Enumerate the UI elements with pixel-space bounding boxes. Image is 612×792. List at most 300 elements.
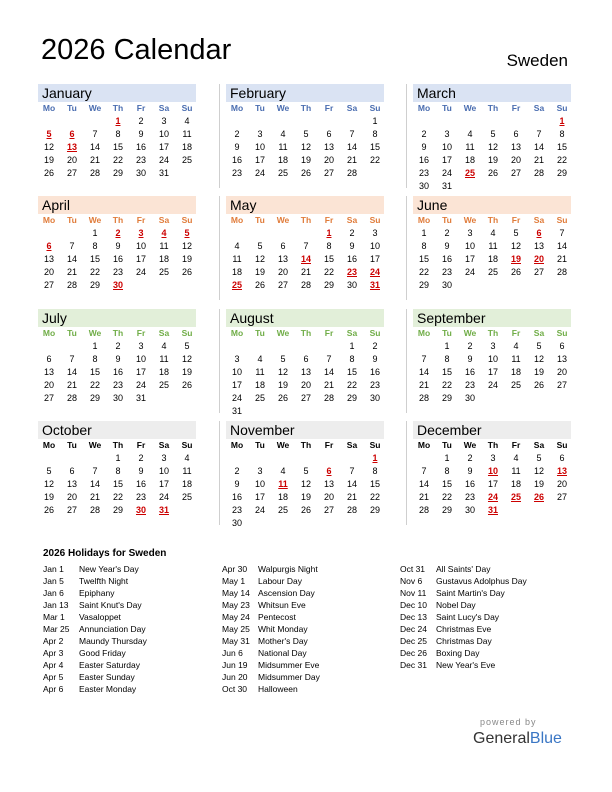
calendar-day: 15 xyxy=(441,479,452,489)
weekday-label: We xyxy=(88,440,102,450)
weekday-label: Tu xyxy=(442,103,452,113)
calendar-day: 23 xyxy=(441,267,452,277)
calendar-day: 16 xyxy=(369,367,380,377)
calendar-day: 13 xyxy=(323,479,334,489)
month-header xyxy=(226,84,384,102)
calendar-day: 8 xyxy=(92,241,98,251)
calendar-day: 11 xyxy=(159,241,169,251)
calendar-day: 20 xyxy=(323,155,334,165)
holiday-name: Maundy Thursday xyxy=(79,636,147,646)
week-row xyxy=(226,253,384,266)
calendar-day: 13 xyxy=(533,241,544,251)
calendar-day: 30 xyxy=(346,280,357,290)
calendar-day: 17 xyxy=(464,254,475,264)
calendar-day: 31 xyxy=(231,406,242,416)
calendar-day: 9 xyxy=(138,466,144,476)
calendar-day: 27 xyxy=(277,280,288,290)
calendar-day: 1 xyxy=(372,116,378,126)
holiday-name: Vasaloppet xyxy=(79,612,121,622)
week-row xyxy=(38,353,196,366)
weekday-label: Fr xyxy=(324,440,334,450)
week-row xyxy=(226,266,384,279)
week-row xyxy=(38,491,196,504)
week-row xyxy=(413,154,571,167)
calendar-day: 21 xyxy=(418,492,429,502)
calendar-day: 2 xyxy=(467,341,473,351)
holiday-name: Whitsun Eve xyxy=(258,600,306,610)
calendar-day: 23 xyxy=(231,168,242,178)
holiday-date-label: May 23 xyxy=(222,600,250,610)
calendar-day: 7 xyxy=(303,241,309,251)
calendar-day: 21 xyxy=(89,155,100,165)
weekday-label: Mo xyxy=(42,440,56,450)
weekday-label: Th xyxy=(112,215,124,225)
holiday-name: Christmas Eve xyxy=(436,624,492,634)
holiday-date: 2 xyxy=(115,228,121,238)
calendar-day: 30 xyxy=(135,168,146,178)
weekday-label: Mo xyxy=(230,103,244,113)
week-row xyxy=(38,240,196,253)
calendar-day: 17 xyxy=(158,142,169,152)
week-row xyxy=(226,128,384,141)
column-divider xyxy=(219,309,220,413)
calendar-day: 14 xyxy=(89,479,100,489)
calendar-day: 15 xyxy=(89,367,100,377)
calendar-day: 28 xyxy=(300,280,311,290)
holiday-date-label: Jan 6 xyxy=(43,588,64,598)
holiday-date: 14 xyxy=(300,254,311,264)
calendar-day: 5 xyxy=(536,453,542,463)
holiday-name: Good Friday xyxy=(79,648,126,658)
calendar-day: 6 xyxy=(559,453,565,463)
calendar-day: 30 xyxy=(441,280,452,290)
holiday-date: 31 xyxy=(487,505,498,515)
weekday-label: Th xyxy=(112,328,124,338)
calendar-day: 24 xyxy=(135,267,146,277)
column-divider xyxy=(219,421,220,525)
week-row xyxy=(38,379,196,392)
calendar-day: 7 xyxy=(421,466,427,476)
weekday-label: Su xyxy=(181,103,193,113)
calendar-day: 15 xyxy=(369,142,380,152)
calendar-day: 26 xyxy=(487,168,498,178)
month-name: June xyxy=(417,197,448,213)
calendar-day: 27 xyxy=(323,505,334,515)
calendar-day: 29 xyxy=(418,280,429,290)
month-name: April xyxy=(42,197,71,213)
weekday-label: Fr xyxy=(511,440,521,450)
week-row xyxy=(413,141,571,154)
calendar-day: 4 xyxy=(467,129,473,139)
weekday-label: Th xyxy=(487,103,499,113)
calendar-day: 21 xyxy=(300,267,311,277)
holiday-name: Saint Knut's Day xyxy=(79,600,142,610)
month-march xyxy=(413,84,571,193)
calendar-day: 13 xyxy=(277,254,288,264)
calendar-day: 5 xyxy=(257,241,263,251)
weekday-label: Th xyxy=(487,328,499,338)
holiday-name: Whit Monday xyxy=(258,624,308,634)
week-row xyxy=(38,279,196,292)
weekday-label: Tu xyxy=(255,103,265,113)
week-row xyxy=(38,141,196,154)
calendar-day: 9 xyxy=(234,479,240,489)
holiday-date-label: May 24 xyxy=(222,612,250,622)
calendar-day: 12 xyxy=(254,254,265,264)
weekday-label: Mo xyxy=(42,328,56,338)
calendar-day: 22 xyxy=(369,492,380,502)
calendar-day: 3 xyxy=(490,453,496,463)
week-row xyxy=(226,154,384,167)
weekday-label: Fr xyxy=(324,328,334,338)
weekday-label: Th xyxy=(487,215,499,225)
calendar-day: 5 xyxy=(280,354,286,364)
calendar-day: 29 xyxy=(441,393,452,403)
calendar-day: 19 xyxy=(181,367,192,377)
calendar-day: 22 xyxy=(323,267,334,277)
calendar-day: 9 xyxy=(444,241,450,251)
holiday-date: 6 xyxy=(46,241,52,251)
holiday-name: Mother's Day xyxy=(258,636,308,646)
calendar-day: 27 xyxy=(556,380,567,390)
calendar-day: 19 xyxy=(254,267,265,277)
calendar-day: 29 xyxy=(346,393,357,403)
weekday-header-row xyxy=(226,439,384,452)
week-row xyxy=(38,366,196,379)
weekday-label: Sa xyxy=(533,103,545,113)
calendar-day: 17 xyxy=(441,155,452,165)
calendar-day: 6 xyxy=(326,129,332,139)
calendar-day: 11 xyxy=(182,466,192,476)
holiday-name: Walpurgis Night xyxy=(258,564,318,574)
calendar-day: 11 xyxy=(465,142,475,152)
week-row xyxy=(413,353,571,366)
holiday-date-label: Mar 25 xyxy=(43,624,70,634)
calendar-day: 29 xyxy=(556,168,567,178)
holiday-date-label: Apr 5 xyxy=(43,672,64,682)
calendar-day: 16 xyxy=(112,367,123,377)
week-row xyxy=(226,379,384,392)
calendar-day: 16 xyxy=(418,155,429,165)
calendar-day: 13 xyxy=(300,367,311,377)
week-row xyxy=(413,465,571,478)
month-header xyxy=(38,421,196,439)
calendar-day: 19 xyxy=(181,254,192,264)
calendar-day: 2 xyxy=(115,341,121,351)
holiday-date-label: Jun 19 xyxy=(222,660,248,670)
calendar-day: 16 xyxy=(464,367,475,377)
calendar-day: 7 xyxy=(349,129,355,139)
weekday-label: Su xyxy=(556,103,568,113)
calendar-day: 7 xyxy=(559,228,565,238)
weekday-header-row xyxy=(413,439,571,452)
calendar-day: 22 xyxy=(89,267,100,277)
calendar-day: 9 xyxy=(467,354,473,364)
weekday-label: Mo xyxy=(230,215,244,225)
holiday-name: Boxing Day xyxy=(436,648,480,658)
calendar-day: 18 xyxy=(158,367,169,377)
calendar-day: 20 xyxy=(556,367,567,377)
weekday-header-row xyxy=(38,327,196,340)
week-row xyxy=(413,340,571,353)
weekday-label: We xyxy=(276,440,290,450)
month-name: October xyxy=(42,422,92,438)
weekday-label: Fr xyxy=(136,328,146,338)
holiday-date: 10 xyxy=(487,466,498,476)
calendar-day: 23 xyxy=(369,380,380,390)
weekday-label: Fr xyxy=(136,215,146,225)
weekday-label: Mo xyxy=(417,328,431,338)
week-row xyxy=(413,227,571,240)
calendar-day: 17 xyxy=(369,254,380,264)
calendar-day: 30 xyxy=(418,181,429,191)
calendar-day: 25 xyxy=(487,267,498,277)
calendar-day: 28 xyxy=(418,393,429,403)
week-row xyxy=(38,465,196,478)
calendar-day: 28 xyxy=(89,505,100,515)
calendar-day: 23 xyxy=(464,380,475,390)
calendar-day: 24 xyxy=(441,168,452,178)
month-name: December xyxy=(417,422,482,438)
weekday-label: Su xyxy=(369,440,381,450)
calendar-day: 29 xyxy=(112,168,123,178)
calendar-day: 5 xyxy=(303,466,309,476)
calendar-day: 31 xyxy=(158,168,169,178)
week-row xyxy=(226,405,384,418)
calendar-day: 28 xyxy=(533,168,544,178)
holiday-name: Pentecost xyxy=(258,612,296,622)
calendar-day: 9 xyxy=(115,354,121,364)
holiday-name: Annunciation Day xyxy=(79,624,146,634)
calendar-day: 14 xyxy=(66,367,77,377)
weekday-label: Mo xyxy=(42,215,56,225)
calendar-day: 5 xyxy=(513,228,519,238)
calendar-day: 27 xyxy=(556,492,567,502)
calendar-day: 28 xyxy=(556,267,567,277)
calendar-day: 24 xyxy=(254,168,265,178)
calendar-day: 16 xyxy=(231,155,242,165)
calendar-day: 25 xyxy=(158,380,169,390)
calendar-day: 12 xyxy=(277,367,288,377)
month-august xyxy=(226,309,384,418)
calendar-day: 10 xyxy=(158,129,169,139)
month-name: July xyxy=(42,310,67,326)
calendar-day: 8 xyxy=(326,241,332,251)
week-row xyxy=(226,478,384,491)
calendar-day: 9 xyxy=(234,142,240,152)
calendar-day: 24 xyxy=(254,505,265,515)
week-row xyxy=(413,167,571,180)
weekday-label: Fr xyxy=(324,215,334,225)
calendar-day: 16 xyxy=(464,479,475,489)
calendar-day: 22 xyxy=(112,155,123,165)
calendar-day: 23 xyxy=(231,505,242,515)
calendar-day: 21 xyxy=(66,267,77,277)
holiday-date: 31 xyxy=(158,505,169,515)
column-divider xyxy=(219,84,220,188)
calendar-day: 4 xyxy=(184,453,190,463)
calendar-day: 8 xyxy=(421,241,427,251)
calendar-day: 22 xyxy=(441,492,452,502)
calendar-day: 10 xyxy=(231,367,242,377)
calendar-day: 12 xyxy=(300,479,311,489)
week-row xyxy=(226,227,384,240)
calendar-day: 8 xyxy=(372,129,378,139)
calendar-day: 11 xyxy=(182,129,192,139)
holiday-name: Twelfth Night xyxy=(79,576,129,586)
calendar-day: 14 xyxy=(346,142,357,152)
calendar-day: 19 xyxy=(43,155,54,165)
holiday-name: Easter Saturday xyxy=(79,660,140,670)
calendar-day: 4 xyxy=(513,341,519,351)
calendar-day: 14 xyxy=(66,254,77,264)
holiday-name: Easter Monday xyxy=(79,684,137,694)
week-row xyxy=(226,240,384,253)
holiday-name: All Saints' Day xyxy=(436,564,491,574)
week-row xyxy=(226,517,384,530)
weekday-label: Sa xyxy=(158,328,170,338)
calendar-day: 23 xyxy=(135,492,146,502)
calendar-day: 31 xyxy=(441,181,452,191)
holiday-date: 30 xyxy=(135,505,146,515)
calendar-day: 7 xyxy=(69,241,75,251)
calendar-day: 15 xyxy=(441,367,452,377)
holiday-date-label: Apr 3 xyxy=(43,648,64,658)
calendar-day: 18 xyxy=(487,254,498,264)
week-row xyxy=(413,128,571,141)
weekday-label: Tu xyxy=(442,440,452,450)
weekday-label: Tu xyxy=(255,215,265,225)
week-row xyxy=(413,240,571,253)
calendar-day: 18 xyxy=(231,267,242,277)
month-october xyxy=(38,421,196,517)
week-row xyxy=(413,478,571,491)
calendar-day: 27 xyxy=(300,393,311,403)
calendar-day: 20 xyxy=(300,380,311,390)
calendar-day: 4 xyxy=(490,228,496,238)
calendar-day: 21 xyxy=(323,380,334,390)
calendar-day: 22 xyxy=(112,492,123,502)
calendar-day: 23 xyxy=(112,380,123,390)
holiday-date: 1 xyxy=(559,116,565,126)
calendar-day: 21 xyxy=(346,492,357,502)
calendar-day: 13 xyxy=(66,479,77,489)
holiday-name: New Year's Eve xyxy=(436,660,496,670)
weekday-label: Tu xyxy=(442,328,452,338)
holiday-date: 1 xyxy=(326,228,332,238)
calendar-day: 27 xyxy=(323,168,334,178)
calendar-day: 2 xyxy=(138,453,144,463)
calendar-day: 29 xyxy=(89,393,100,403)
calendar-day: 3 xyxy=(161,453,167,463)
week-row xyxy=(226,452,384,465)
calendar-day: 27 xyxy=(66,168,77,178)
column-divider xyxy=(406,196,407,300)
weekday-label: Mo xyxy=(230,440,244,450)
weekday-label: Th xyxy=(300,103,312,113)
calendar-day: 25 xyxy=(181,492,192,502)
calendar-day: 17 xyxy=(231,380,242,390)
calendar-day: 15 xyxy=(418,254,429,264)
calendar-day: 26 xyxy=(300,505,311,515)
calendar-day: 24 xyxy=(158,492,169,502)
calendar-day: 1 xyxy=(444,341,450,351)
holiday-date: 25 xyxy=(510,492,521,502)
weekday-header-row xyxy=(413,327,571,340)
calendar-day: 3 xyxy=(257,129,263,139)
weekday-label: We xyxy=(276,103,290,113)
weekday-label: We xyxy=(463,440,477,450)
calendar-day: 24 xyxy=(464,267,475,277)
week-row xyxy=(413,366,571,379)
calendar-day: 26 xyxy=(277,393,288,403)
calendar-day: 2 xyxy=(421,129,427,139)
weekday-label: Fr xyxy=(511,103,521,113)
holiday-date-label: May 25 xyxy=(222,624,250,634)
calendar-day: 12 xyxy=(533,466,544,476)
calendar-day: 17 xyxy=(135,367,146,377)
week-row xyxy=(413,491,571,504)
calendar-day: 8 xyxy=(444,466,450,476)
month-name: February xyxy=(230,85,287,101)
holiday-date: 6 xyxy=(326,466,332,476)
calendar-day: 9 xyxy=(421,142,427,152)
calendar-day: 15 xyxy=(112,479,123,489)
month-february xyxy=(226,84,384,180)
calendar-day: 19 xyxy=(533,479,544,489)
calendar-day: 18 xyxy=(158,254,169,264)
weekday-label: Mo xyxy=(417,440,431,450)
weekday-label: Sa xyxy=(346,328,358,338)
holiday-name: New Year's Day xyxy=(79,564,139,574)
calendar-day: 22 xyxy=(346,380,357,390)
calendar-day: 23 xyxy=(464,492,475,502)
holiday-date: 6 xyxy=(69,129,75,139)
calendar-day: 3 xyxy=(138,341,144,351)
calendar-day: 15 xyxy=(89,254,100,264)
holiday-date-label: Jan 1 xyxy=(43,564,64,574)
calendar-day: 11 xyxy=(255,367,265,377)
week-row xyxy=(226,366,384,379)
calendar-day: 22 xyxy=(441,380,452,390)
calendar-day: 14 xyxy=(533,142,544,152)
calendar-day: 2 xyxy=(349,228,355,238)
calendar-day: 26 xyxy=(181,380,192,390)
week-row xyxy=(226,465,384,478)
calendar-day: 26 xyxy=(181,267,192,277)
weekday-header-row xyxy=(38,102,196,115)
brand-logo[interactable] xyxy=(473,730,562,748)
weekday-label: Mo xyxy=(42,103,56,113)
calendar-day: 23 xyxy=(112,267,123,277)
month-name: August xyxy=(230,310,274,326)
calendar-day: 3 xyxy=(467,228,473,238)
calendar-day: 15 xyxy=(323,254,334,264)
calendar-day: 22 xyxy=(369,155,380,165)
holidays-title: 2026 Holidays for Sweden xyxy=(43,548,167,559)
weekday-label: Fr xyxy=(511,328,521,338)
holiday-date-label: Jan 5 xyxy=(43,576,64,586)
holiday-name: Halloween xyxy=(258,684,298,694)
week-row xyxy=(38,154,196,167)
calendar-day: 28 xyxy=(89,168,100,178)
calendar-day: 7 xyxy=(92,129,98,139)
weekday-label: Sa xyxy=(533,215,545,225)
calendar-day: 28 xyxy=(346,168,357,178)
calendar-day: 21 xyxy=(346,155,357,165)
calendar-day: 17 xyxy=(254,492,265,502)
calendar-day: 9 xyxy=(138,129,144,139)
